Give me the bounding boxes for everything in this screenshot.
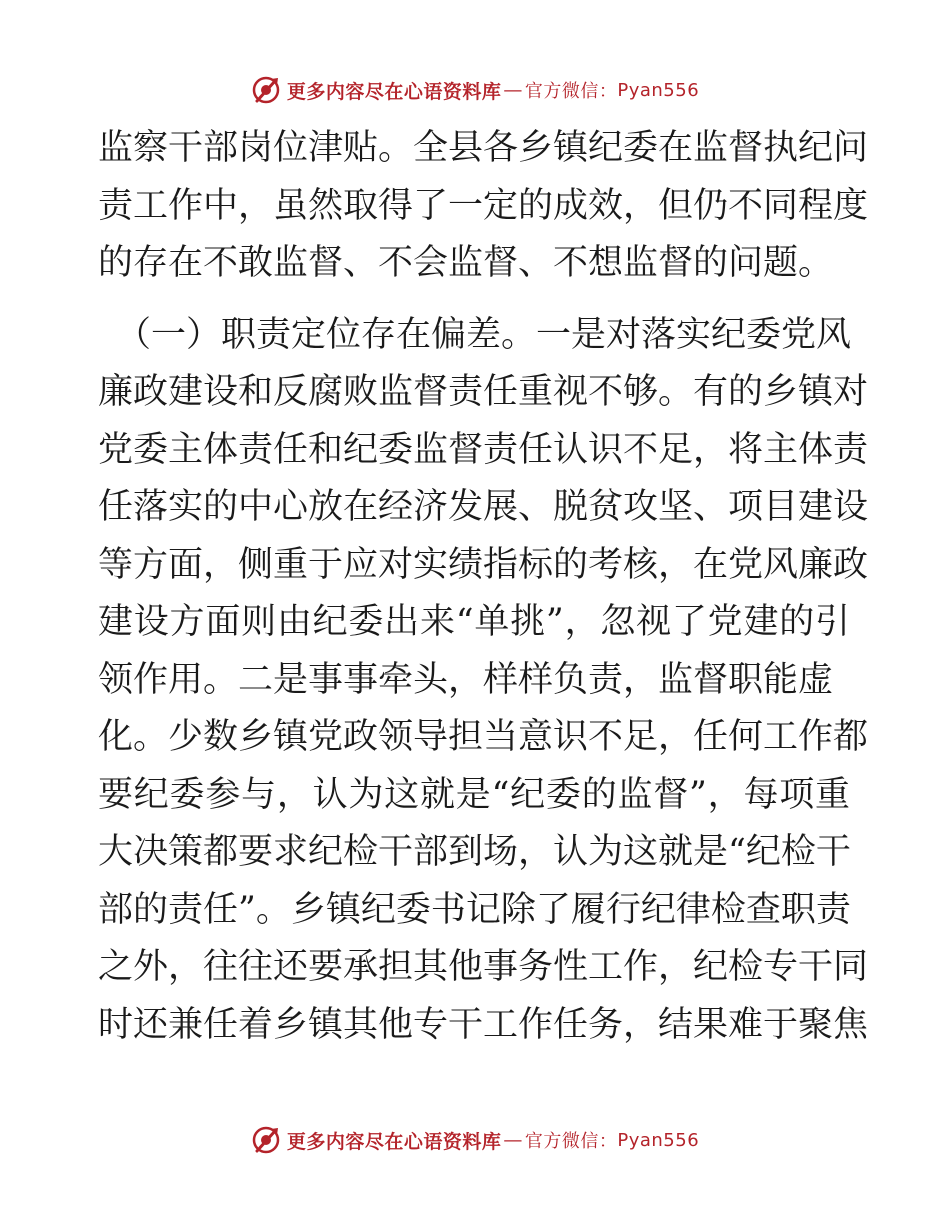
text-line: 领作用。二是事事牵头，样样负责，监督职能虚	[98, 659, 834, 700]
document-body	[98, 120, 869, 1054]
header-wechat-label: 官方微信：	[524, 81, 618, 102]
text-line: 任落实的中心放在经济发展、脱贫攻坚、项目建设	[98, 487, 869, 527]
header-brand-text: 更多内容尽在心语资料库	[286, 80, 502, 103]
text-line: 时还兼任着乡镇其他专干工作任务，结果难于聚焦	[98, 1004, 869, 1045]
quill-logo-icon	[251, 75, 281, 105]
text-line: 大决策都要求纪检干部到场，认为这就是“纪检干	[98, 832, 851, 872]
footer-separator: —	[503, 1129, 523, 1151]
text-line: 化。少数乡镇党政领导担当意识不足，任何工作都	[98, 717, 869, 757]
text-line: 部的责任”。乡镇纪委书记除了履行纪律检查职责	[98, 889, 851, 930]
text-line: 建设方面则由纪委出来“单挑”，忽视了党建的引	[98, 602, 850, 642]
header-watermark	[0, 70, 950, 110]
header-separator: —	[503, 79, 523, 101]
footer-brand-text: 更多内容尽在心语资料库	[286, 1130, 502, 1153]
text-line: 要纪委参与，认为这就是“纪委的监督”，每项重	[98, 774, 850, 815]
footer-wechat-label: 官方微信：	[524, 1131, 618, 1152]
quill-logo-icon	[251, 1125, 281, 1155]
text-line: 监察干部岗位津贴。全县各乡镇纪委在监督执纪问	[98, 128, 869, 168]
footer-wechat-id: Pyan556	[617, 1129, 700, 1151]
text-line: （一）职责定位存在偏差。一是对落实纪委党风	[116, 314, 852, 355]
text-line: 廉政建设和反腐败监督责任重视不够。有的乡镇对	[98, 372, 869, 412]
text-line: 的存在不敢监督、不会监督、不想监督的问题。	[98, 243, 834, 283]
text-line: 之外，往往还要承担其他事务性工作，纪检专干同	[98, 947, 869, 987]
paragraph-1	[98, 120, 869, 293]
header-wechat-id: Pyan556	[617, 79, 700, 101]
text-line: 党委主体责任和纪委监督责任认识不足，将主体责	[98, 429, 869, 470]
footer-watermark	[0, 1120, 950, 1160]
paragraph-2	[98, 307, 869, 1055]
text-line: 责工作中，虽然取得了一定的成效，但仍不同程度	[98, 185, 869, 226]
text-line: 等方面，侧重于应对实绩指标的考核，在党风廉政	[98, 544, 869, 585]
